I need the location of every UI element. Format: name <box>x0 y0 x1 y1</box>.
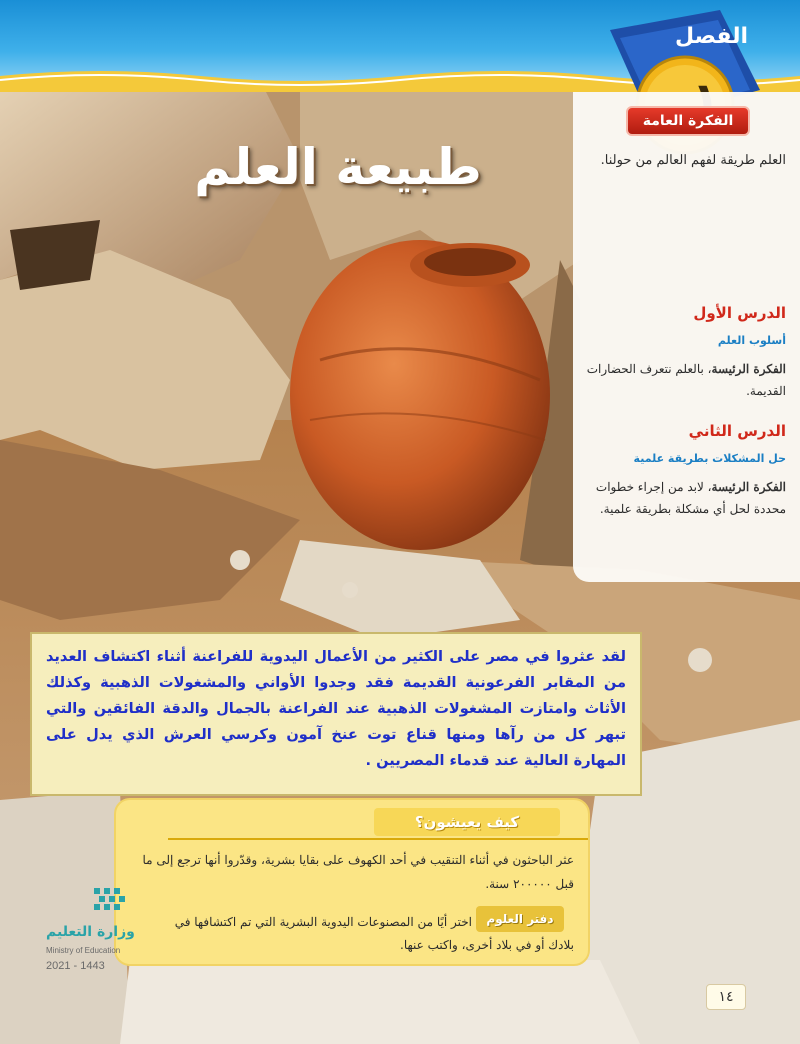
how-they-live-box <box>114 798 590 966</box>
heading-divider <box>168 838 588 840</box>
lesson-2-key-label: الفكرة الرئيسة <box>711 480 786 494</box>
ministry-year: 2021 - 1443 <box>46 960 105 972</box>
big-idea-badge: الفكرة العامة <box>626 106 750 136</box>
ministry-name-english: Ministry of Education <box>46 946 121 955</box>
lesson-1-key-text: بالعلم نتعرف الحضارات القديمة. <box>586 362 786 398</box>
lesson-2-subtitle: حل المشكلات بطريقة علمية <box>633 452 786 465</box>
lesson-1-text: الفكرة الرئيسة، بالعلم نتعرف الحضارات القديمة. <box>586 362 786 398</box>
science-notebook-badge: دفتر العلوم <box>476 906 564 932</box>
lesson-1-title: الدرس الأول <box>693 304 786 322</box>
lesson-2-key-text: لابد من إجراء خطوات محددة لحل أي مشكلة بطريقة علمية. <box>595 480 786 516</box>
how-they-live-heading: كيف يعيشون؟ <box>374 808 560 836</box>
page-title: طبيعة العلم <box>194 138 482 196</box>
intro-paragraph: لقد عثروا في مصر على الكثير من الأعمال اليدوية للفراعنة أثناء اكتشاف العديد من المقابر الفرعونية القديمة فقد وجدوا الأواني والمشغولات الذهبية وكذلك الأثاث وامتازت المشغولات الذهبية عند الفراعنة بالجمال والدقة الفائقين والتي تبهر كل من رآها ومنها قناع توت عنخ آمون وكرسي العرش الذي يدل على المهارة العالية عند قدماء المصريين . <box>30 632 642 796</box>
lesson-2-text: الفكرة الرئيسة، لابد من إجراء خطوات محددة لحل أي مشكلة بطريقة علمية. <box>595 480 786 516</box>
science-notebook-text-continued: بلادك أو في بلاد أخرى، واكتب عنها. <box>400 938 574 952</box>
chapter-label: الفصل <box>675 24 748 49</box>
how-they-live-text: عثر الباحثون في أثناء التنقيب في أحد الكهوف على بقايا بشرية، وقدّروا أنها ترجع إلى ما قبل ٢٠٠٠٠٠ سنة. <box>142 853 574 891</box>
lesson-1-key-label: الفكرة الرئيسة <box>711 362 786 376</box>
page-number: ١٤ <box>706 984 746 1010</box>
science-notebook-text: اختر أيًا من المصنوعات اليدوية البشرية التي تم اكتشافها في <box>174 915 472 929</box>
lesson-2-title: الدرس الثاني <box>688 422 786 440</box>
lesson-1-subtitle: أسلوب العلم <box>717 334 786 347</box>
big-idea-text: العلم طريقة لفهم العالم من حولنا. <box>600 153 786 168</box>
ministry-name-arabic: وزارة التعليم <box>46 924 135 940</box>
